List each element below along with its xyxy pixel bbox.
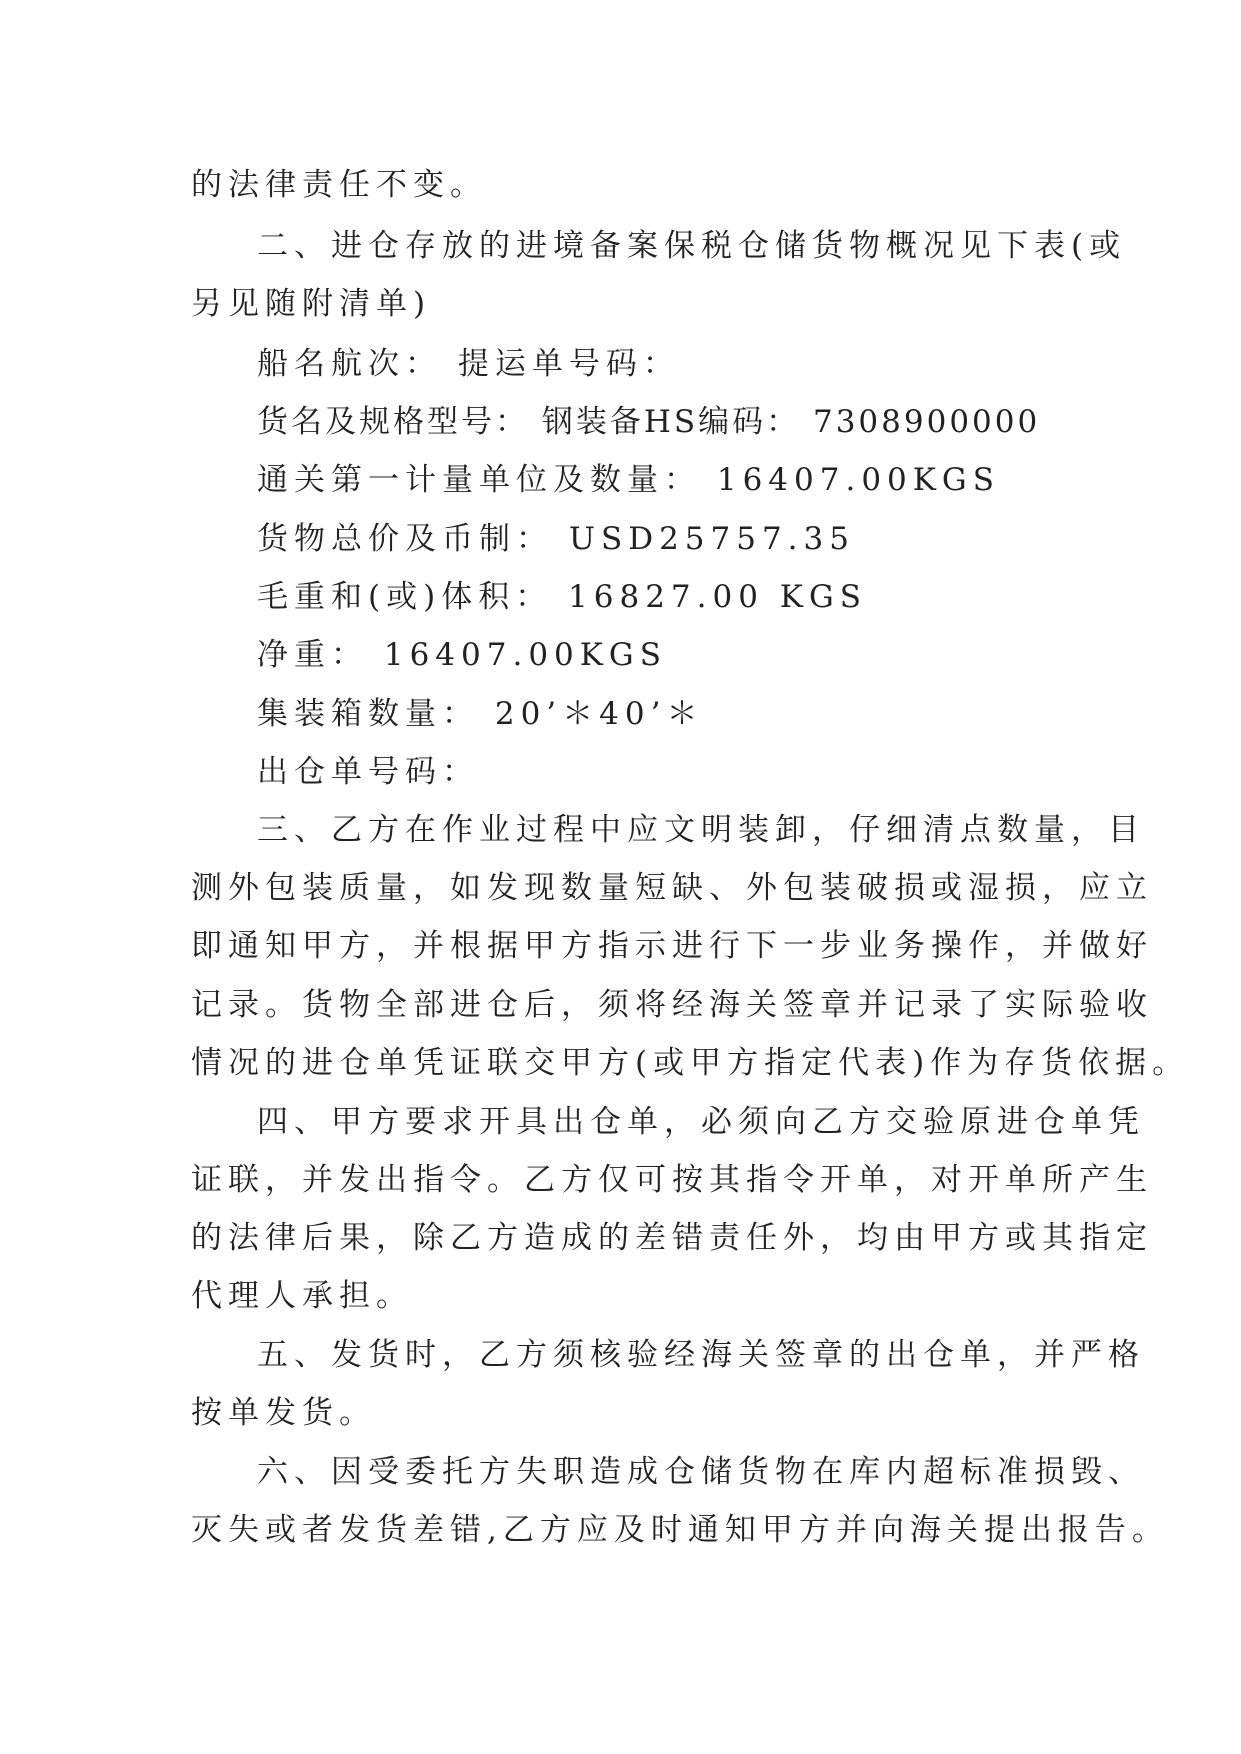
gross-weight-volume-field: 毛重和(或)体积： 16827.00 KGS xyxy=(257,579,867,615)
section-six-heading-line: 六、因受委托方失职造成仓储货物在库内超标准损毁、 xyxy=(257,1454,1145,1490)
paragraph-line: 情况的进仓单凭证联交甲方(或甲方指定代表)作为存货依据。 xyxy=(191,1045,1190,1081)
paragraph-line: 按单发货。 xyxy=(191,1395,376,1431)
customs-unit-quantity-field: 通关第一计量单位及数量： 16407.00KGS xyxy=(257,462,1000,498)
paragraph-line: 记录。货物全部进仓后，须将经海关签章并记录了实际验收 xyxy=(191,987,1153,1023)
paragraph-line: 的法律责任不变。 xyxy=(191,167,487,203)
net-weight-field: 净重： 16407.00KGS xyxy=(257,637,667,673)
goods-name-hs-field: 货名及规格型号： 钢装备HS编码： 7308900000 xyxy=(257,404,1041,440)
section-two-heading-line: 二、进仓存放的进境备案保税仓储货物概况见下表(或 xyxy=(257,228,1127,264)
paragraph-line: 的法律后果，除乙方造成的差错责任外，均由甲方或其指定 xyxy=(191,1220,1153,1256)
paragraph-line: 灭失或者发货差错,乙方应及时通知甲方并向海关提出报告。 xyxy=(191,1512,1169,1548)
paragraph-line: 证联，并发出指令。乙方仅可按其指令开单，对开单所产生 xyxy=(191,1162,1153,1198)
vessel-voyage-field: 船名航次： 提运单号码： xyxy=(257,346,680,382)
section-three-heading-line: 三、乙方在作业过程中应文明装卸，仔细清点数量，目 xyxy=(257,812,1145,848)
paragraph-line: 即通知甲方，并根据甲方指示进行下一步业务操作，并做好 xyxy=(191,928,1153,964)
section-five-heading-line: 五、发货时，乙方须核验经海关签章的出仓单，并严格 xyxy=(257,1337,1145,1373)
paragraph-line: 测外包装质量，如发现数量短缺、外包装破损或湿损，应立 xyxy=(191,870,1153,906)
total-price-currency-field: 货物总价及币制： USD25757.35 xyxy=(257,521,855,557)
paragraph-line: 代理人承担。 xyxy=(191,1278,413,1314)
container-quantity-field: 集装箱数量： 20’＊40’＊ xyxy=(257,696,704,732)
outbound-order-number-field: 出仓单号码： xyxy=(257,754,479,790)
paragraph-line: 另见随附清单) xyxy=(191,286,432,322)
section-four-heading-line: 四、甲方要求开具出仓单，必须向乙方交验原进仓单凭 xyxy=(257,1104,1145,1140)
